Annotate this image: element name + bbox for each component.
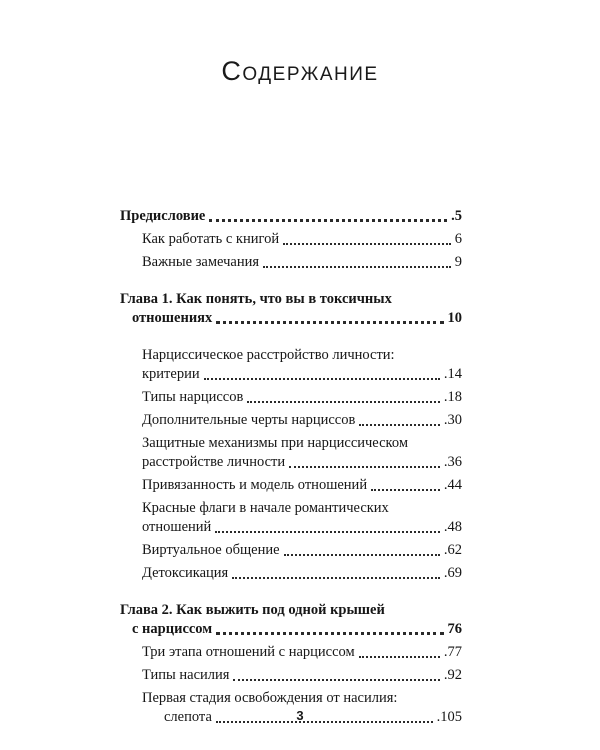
dot-leader — [233, 679, 439, 681]
dot-leader — [283, 243, 451, 245]
toc-chapter-2-line1: Глава 2. Как выжить под одной крышей — [120, 602, 385, 618]
dot-leader — [359, 656, 440, 658]
dot-leader — [263, 266, 451, 268]
dot-leader — [232, 577, 440, 579]
toc-entry-title: Типы насилия — [142, 667, 230, 683]
toc-entry-abuse-types — [120, 666, 462, 685]
toc-entry-page: .18 — [443, 389, 462, 405]
toc-entry-red-flags — [120, 518, 462, 537]
table-of-contents — [120, 207, 462, 727]
toc-entry-preface — [120, 207, 462, 226]
toc-entry-traits — [120, 411, 462, 430]
toc-entry-page: 9 — [454, 254, 462, 270]
toc-entry-page: .92 — [443, 667, 462, 683]
toc-entry-npd — [120, 365, 462, 384]
toc-entry-title: Три этапа отношений с нарциссом — [142, 644, 355, 660]
dot-leader — [215, 531, 440, 533]
toc-entry-virtual — [120, 541, 462, 560]
page-number: 3 — [296, 708, 304, 723]
toc-entry-defenses-line1: Защитные механизмы при нарциссическом — [142, 435, 408, 451]
toc-entry-title: Детоксикация — [142, 565, 229, 581]
dot-leader — [371, 489, 440, 491]
toc-entry-detox — [120, 564, 462, 583]
dot-leader — [209, 219, 447, 222]
toc-entry-title: отношениях — [132, 310, 213, 326]
toc-entry-title: Важные замечания — [142, 254, 260, 270]
toc-entry-page: .105 — [436, 709, 462, 725]
toc-entry-types — [120, 388, 462, 407]
toc-entry-page: .36 — [443, 454, 462, 470]
toc-entry-page: .5 — [451, 208, 462, 224]
toc-entry-page: .69 — [443, 565, 462, 581]
toc-entry-page: .62 — [443, 542, 462, 558]
toc-entry-title: Привязанность и модель отношений — [142, 477, 368, 493]
toc-entry-how-to-work — [120, 230, 462, 249]
toc-entry-title: критерии — [142, 366, 200, 382]
toc-entry-title: Типы нарциссов — [142, 389, 244, 405]
toc-entry-page: 76 — [447, 621, 462, 637]
toc-entry-title: расстройстве личности — [142, 454, 286, 470]
toc-chapter-1-line1: Глава 1. Как понять, что вы в токсичных — [120, 291, 392, 307]
dot-leader — [359, 424, 440, 426]
toc-entry-title: Дополнительные черты нарциссов — [142, 412, 356, 428]
toc-entry-page: .44 — [443, 477, 462, 493]
toc-entry-page: 10 — [447, 310, 462, 326]
dot-leader — [289, 466, 440, 468]
toc-chapter-1 — [120, 309, 462, 328]
toc-entry-attachment — [120, 476, 462, 495]
toc-entry-page: .30 — [443, 412, 462, 428]
toc-entry-page: 6 — [454, 231, 462, 247]
toc-entry-page: .77 — [443, 644, 462, 660]
toc-entry-npd-line1: Нарциссическое расстройство личности: — [142, 347, 395, 363]
toc-entry-title: Виртуальное общение — [142, 542, 280, 558]
toc-entry-first-stage-line1: Первая стадия освобождения от насилия: — [142, 690, 398, 706]
toc-entry-title: слепота — [164, 709, 212, 725]
toc-entry-notes — [120, 253, 462, 272]
toc-entry-title: с нарциссом — [132, 621, 213, 637]
dot-leader — [216, 321, 443, 324]
toc-entry-page: .48 — [443, 519, 462, 535]
toc-chapter-2 — [120, 620, 462, 639]
toc-entry-title: отношений — [142, 519, 212, 535]
toc-entry-title: Как работать с книгой — [142, 231, 280, 247]
dot-leader — [204, 378, 440, 380]
toc-entry-title: Предисловие — [120, 208, 206, 224]
dot-leader — [284, 554, 440, 556]
page-title: Содержание — [221, 56, 379, 86]
toc-entry-red-flags-line1: Красные флаги в начале романтических — [142, 500, 389, 516]
toc-entry-defenses — [120, 453, 462, 472]
dot-leader — [247, 401, 440, 403]
dot-leader — [216, 632, 443, 635]
toc-entry-three-stages — [120, 643, 462, 662]
toc-entry-page: .14 — [443, 366, 462, 382]
